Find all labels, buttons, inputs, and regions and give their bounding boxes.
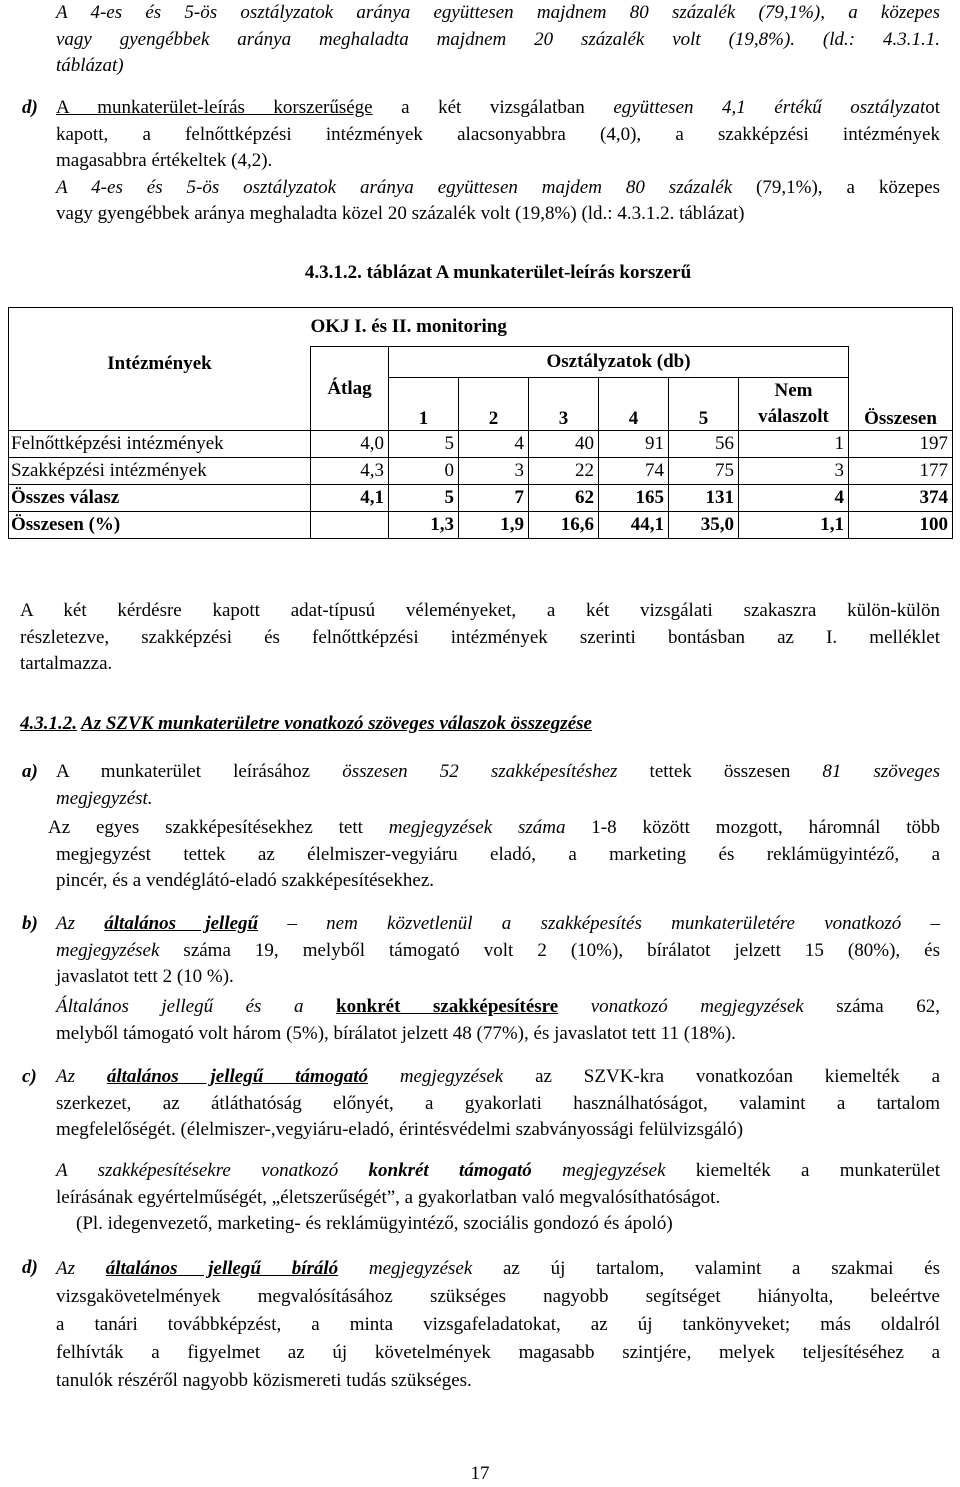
item-c-p2-text: A szakképesítésekre vonatkozó [56,1160,369,1181]
ratings-table [8,307,953,539]
section-d-line-4: A 4-es és 5-ös osztályzatok aránya együttesen majdem 80 százalék [56,176,733,198]
header-total: Összesen [849,378,953,431]
intro-line-2: vagy gyengébbek aránya meghaladta majdnem 20 százalék volt (19,8%). (ld.: 4.3.1.1. [56,28,940,50]
cell-g2: 1,9 [459,512,529,539]
cell-g3: 16,6 [529,512,599,539]
item-b-comments: megjegyzések [56,939,160,961]
section-heading-title: Az SZVK munkaterületre vonatkozó szöveges válaszok összegzése [81,713,592,734]
item-a-p2-line-3: pincér, és a vendéglátó-eladó szakképesítésekhez. [56,870,435,891]
item-c-comments: megjegyzések [367,1066,504,1087]
section-d-text: a két vizsgálatban [372,97,614,118]
item-a-text-2: tettek összesen [617,761,823,782]
item-a-comments: 81 szöveges [822,761,940,782]
cell-g5: 56 [669,431,739,458]
intro-line-3: táblázat) [56,55,124,76]
cell-g4: 91 [599,431,669,458]
item-c-line-2: szerkezet, az átláthatóság előnyét, a gyakorlati használhatóságot, valamint a tartalom [56,1092,940,1114]
section-d-paragraph [56,95,940,228]
header-institutions: Intézmények [9,347,311,431]
item-c-paragraph-2 [56,1158,940,1238]
cell-g4: 74 [599,458,669,485]
item-a-marker: a) [22,761,38,782]
cell-avg [311,512,389,539]
cell-avg: 4,3 [311,458,389,485]
intro-paragraph [56,0,940,80]
item-c-line-3: megfelelőségét. (élelmiszer-,vegyiáru-eladó, érintésvédelmi szabványossági felülvizsgáló) [56,1119,744,1140]
page-number: 17 [470,1463,490,1484]
section-d-line-5: vagy gyengébbek aránya meghaladta közel 20 százalék volt (19,8%) (ld.: 4.3.1.2. táblázat) [56,203,745,224]
section-heading [20,713,592,735]
item-d-marker: d) [22,1257,38,1278]
item-b-paragraph [56,911,940,991]
item-b-line-3: javaslatot tett 2 (10 %). [56,966,234,987]
header-no-answer [739,378,849,431]
item-a-paragraph-2 [48,815,940,895]
section-d-topic: A munkaterület-leírás korszerűsége [56,97,373,118]
cell-g3: 62 [529,485,599,512]
cell-g5: 75 [669,458,739,485]
cell-na: 3 [739,458,849,485]
item-c-general-support: általános jellegű támogató [106,1066,368,1087]
table-row [9,512,953,539]
item-c-p2-comments: megjegyzések [531,1160,666,1181]
cell-g2: 7 [459,485,529,512]
header-grade-3: 3 [529,378,599,431]
item-b-count: száma 19, melyből támogató volt 2 (10%), bírálatot jelzett 15 (80%), és [159,939,940,961]
item-c-text-2: az SZVK-kra vonatkozóan kiemelték a [503,1066,941,1087]
header-no-answer-2: válaszolt [758,406,829,427]
section-d-suffix: ot [925,97,941,118]
cell-g2: 3 [459,458,529,485]
table-note-line-1: A két kérdésre kapott adat-típusú véleményeket, a két vizsgálati szakaszra külön-külön [20,600,940,621]
item-b-p2-count: száma 62, [803,996,940,1017]
section-d-value: együttesen 4,1 értékű osztályzat [613,97,926,118]
cell-avg: 4,1 [311,485,389,512]
item-b-general: általános jellegű [104,913,259,934]
cell-g5: 35,0 [669,512,739,539]
cell-total: 177 [849,458,953,485]
item-c-p2-text-2: kiemelték a munkaterület [665,1160,940,1181]
section-d-line-4b: (79,1%), a közepes [732,176,941,198]
cell-g3: 40 [529,431,599,458]
cell-avg: 4,0 [311,431,389,458]
item-a-p2-text: Az egyes szakképesítésekhez tett [48,817,389,838]
item-d-line-2: vizsgakövetelmények megvalósításához szükséges nagyobb segítséget hiányolta, beleértve [56,1286,940,1307]
item-c-p2-line-2: leírásának egyértelműségét, „életszerűségét”, a gyakorlatban való megvalósíthatóságot. [56,1186,721,1208]
item-b-p2-text-2: vonatkozó megjegyzések [558,996,804,1017]
cell-total: 197 [849,431,953,458]
cell-g1: 0 [389,458,459,485]
cell-na: 4 [739,485,849,512]
cell-g4: 44,1 [599,512,669,539]
item-d-paragraph [56,1255,940,1395]
item-d-text-2: az új tartalom, valamint a szakmai és [472,1258,940,1279]
item-b-p2-line-2: melyből támogató volt három (5%), bírálatot jelzett 48 (77%), és javaslatot tett 11 (18%). [56,1022,736,1044]
cell-na: 1,1 [739,512,849,539]
item-b-p2-text: Általános jellegű és a [56,996,337,1017]
cell-g1: 5 [389,485,459,512]
item-d-comments: megjegyzések [338,1258,473,1279]
item-c-marker: c) [22,1066,37,1087]
table-note-line-3: tartalmazza. [20,653,113,674]
item-a-line-2: megjegyzést. [56,787,153,809]
table-caption: 4.3.1.2. táblázat A munkaterület-leírás korszerű [304,262,692,283]
section-d-line-3: magasabbra értékeltek (4,2). [56,150,273,171]
row-label: Felnőttképzési intézmények [9,431,311,458]
header-grade-1: 1 [389,378,459,431]
item-a-p2-line-2: megjegyzést tettek az élelmiszer-vegyiáru eladó, a marketing és reklámügyintéző, a [56,843,940,865]
item-d-text: Az [56,1258,106,1279]
item-a-count: összesen 52 szakképesítéshez [342,761,618,782]
cell-g1: 5 [389,431,459,458]
item-a-p2-emph: megjegyzések száma [388,817,566,838]
section-d-marker: d) [22,97,38,118]
cell-na: 1 [739,431,849,458]
item-c-text: Az [56,1066,107,1087]
table-row [9,431,953,458]
header-grade-4: 4 [599,378,669,431]
item-d-line-3: a tanári továbbképzést, a minta vizsgafeladatokat, az új tankönyveket; más oldalról [56,1314,940,1335]
header-grade-5: 5 [669,378,739,431]
item-b-text-2: – nem közvetlenül a szakképesítés munkaterületére vonatkozó – [258,913,940,934]
item-c-p2-line-3: (Pl. idegenvezető, marketing- és reklámügyintéző, szociális gondozó és ápoló) [76,1213,673,1234]
item-a-text: A munkaterület leírásához [56,761,343,782]
item-d-line-5: tanulók részéről nagyobb közismereti tudás szükséges. [56,1370,472,1391]
table-row [9,458,953,485]
header-grade-2: 2 [459,378,529,431]
cell-g5: 131 [669,485,739,512]
item-b-p2-specific: konkrét szakképesítésre [336,996,559,1017]
item-a-p2-text-2: 1-8 között mozgott, háromnál több [565,817,940,838]
cell-g1: 1,3 [389,512,459,539]
intro-line-1: A 4-es és 5-ös osztályzatok aránya együttesen majdnem 80 százalék (79,1%), a közepes [56,2,940,23]
item-b-marker: b) [22,913,38,934]
section-d-line-2: kapott, a felnőttképzési intézmények alacsonyabbra (4,0), a szakképzési intézmények [56,123,940,145]
cell-total: 100 [849,512,953,539]
cell-g3: 22 [529,458,599,485]
cell-g2: 4 [459,431,529,458]
cell-total: 374 [849,485,953,512]
item-a-paragraph [56,759,940,812]
row-label: Összesen (%) [9,512,311,539]
table-note-paragraph [20,598,940,678]
item-b-paragraph-2 [56,994,940,1047]
item-c-p2-specific: konkrét támogató [368,1160,532,1181]
row-label: Szakképzési intézmények [9,458,311,485]
item-b-text: Az [56,913,105,934]
header-no-answer-1: Nem [774,380,813,401]
row-label: Összes válasz [9,485,311,512]
monitoring-label: OKJ I. és II. monitoring [310,316,507,337]
item-d-line-4: felhívták a figyelmet az új követelmények magasabb szintjére, melyek teljesítéséhez a [56,1342,940,1363]
table-row [9,485,953,512]
header-average: Átlag [311,347,389,431]
table-note-line-2: részletezve, szakképzési és felnőttképzési intézmények szerinti bontásban az I. melléklet [20,626,940,648]
cell-g4: 165 [599,485,669,512]
section-heading-number: 4.3.1.2. [20,713,77,734]
item-c-paragraph [56,1064,940,1144]
header-grades: Osztályzatok (db) [389,347,849,378]
item-d-general-critical: általános jellegű bíráló [105,1258,339,1279]
